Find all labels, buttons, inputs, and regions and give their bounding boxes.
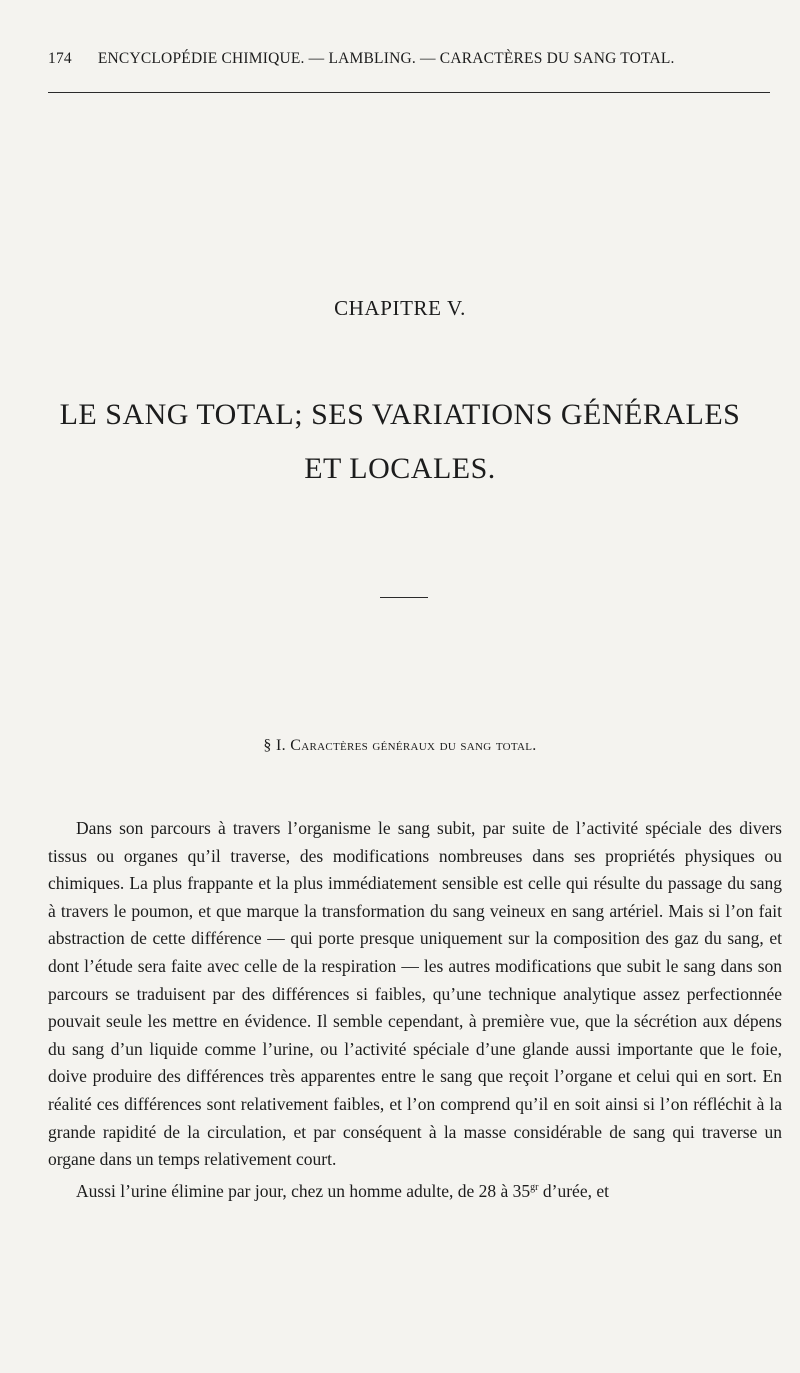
section-number: § I. (263, 737, 286, 754)
gram-unit: gr (530, 1181, 539, 1193)
chapter-label: CHAPITRE V. (334, 296, 466, 320)
paragraph-1: Dans son parcours à travers l’organisme le sang subit, par suite de l’activité spéciale des divers tissus ou organes qu’il traverse, des modifications nombreuses dans ses propriétés physiques ou chimiques. La plus frappante et la plus immédiatement sensible est celle qui résulte du passage du sang à travers le poumon, et que marque la transformation du sang veineux en sang artériel. Mais si l’on fait abstraction de cette différence — qui porte presque uniquement sur la composition des gaz du sang, et dont l’étude sera faite avec celle de la respiration — les autres modifications que subit le sang dans son parcours se traduisent par des différences si faibles, qu’une technique analytique assez perfectionnée pouvait seule les mettre en évidence. Il semble cependant, à première vue, que la sécrétion aux dépens du sang d’un liquide comme l’urine, ou l’activité spéciale d’une glande aussi importante que le foie, doive produire des différences très apparentes entre le sang que reçoit l’organe et celui qui en sort. En réalité ces différences sont relativement faibles, et l’on comprend qu’il en soit ainsi si l’on réfléchit à la grande rapidité de la circulation, et par conséquent à la masse considérable de sang qui traverse un organe dans un temps relativement court. (48, 818, 782, 1170)
section-heading (0, 737, 800, 755)
title-divider (380, 597, 428, 598)
paragraph-2 (48, 1174, 782, 1206)
body-text (48, 815, 782, 1205)
running-head (48, 50, 760, 68)
paragraph-2-end: d’urée, et (538, 1180, 609, 1201)
chapter-title-line-1: LE SANG TOTAL; SES VARIATIONS GÉNÉRALES (59, 398, 741, 431)
chapter-title-line-2: ET LOCALES. (304, 452, 496, 485)
paragraph-2-start: Aussi l’urine élimine par jour, chez un homme adulte, de 28 à 35 (76, 1180, 531, 1201)
page-number: 174 (48, 50, 72, 67)
section-title: Caractères généraux du sang total. (290, 737, 537, 754)
header-rule (48, 92, 770, 93)
running-head-text: ENCYCLOPÉDIE CHIMIQUE. — LAMBLING. — CARACTÈRES DU SANG TOTAL. (97, 50, 675, 67)
